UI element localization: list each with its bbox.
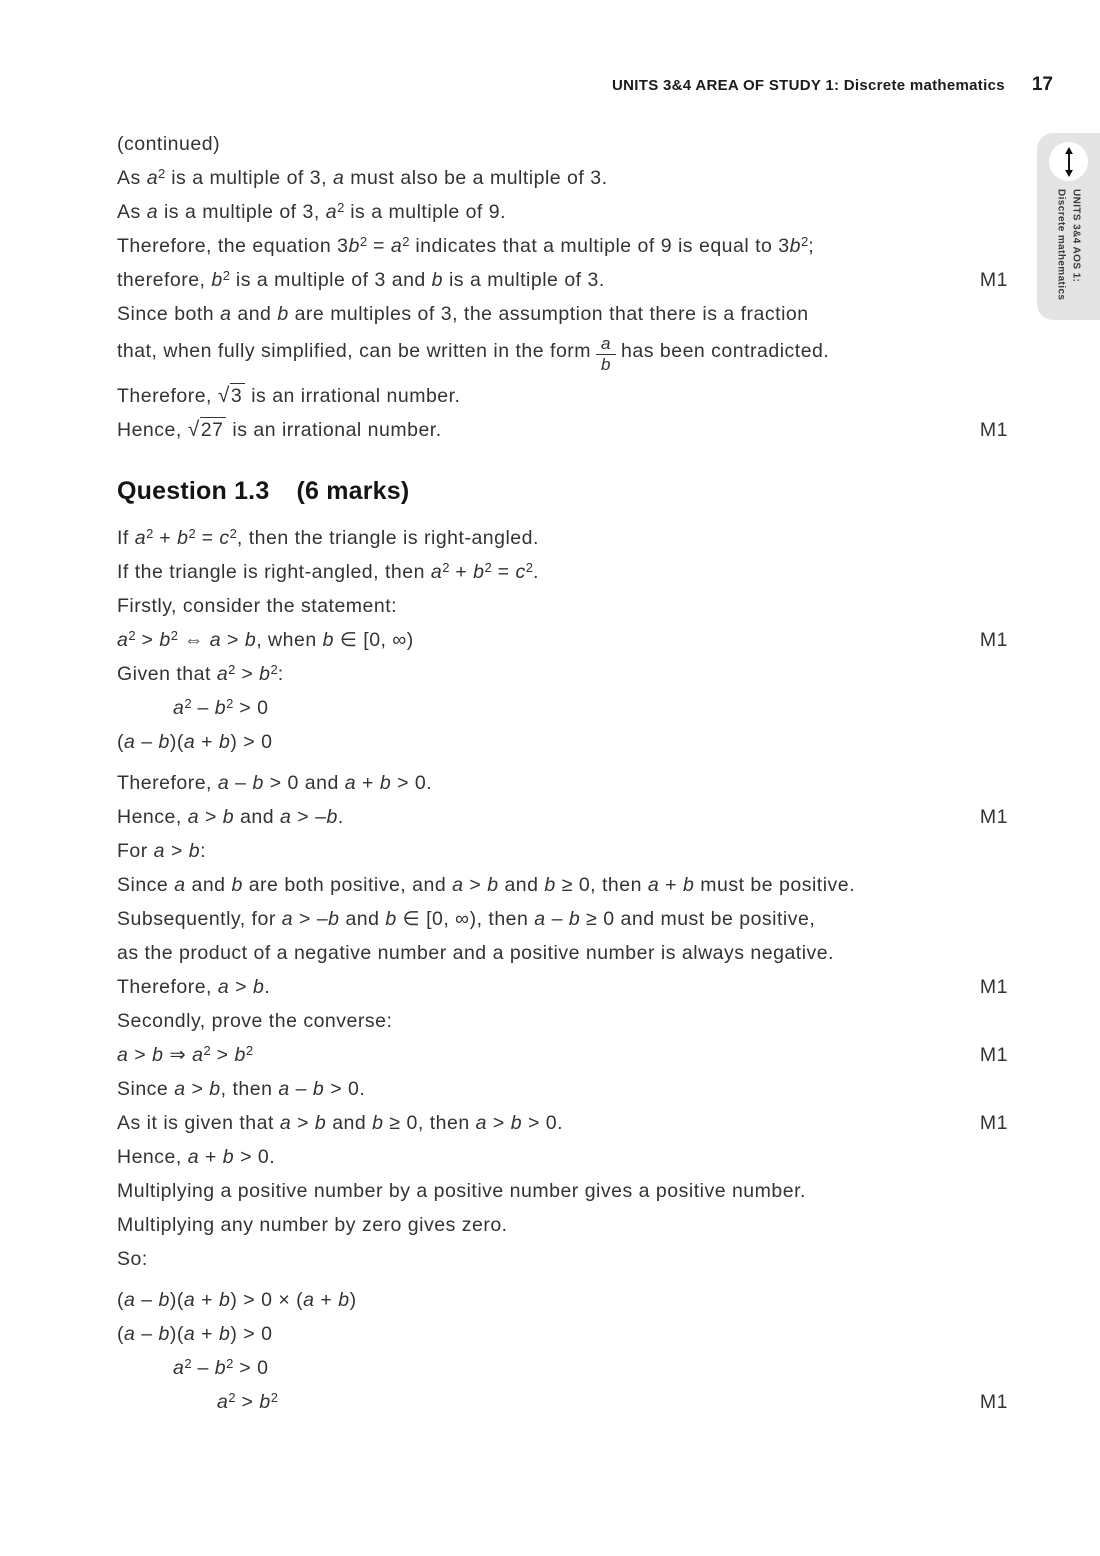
math-variable: b — [219, 1289, 231, 1312]
text-line — [117, 657, 1010, 691]
text: Since both — [117, 303, 221, 325]
text: as the product of a negative number and a positive number is always negative. — [117, 942, 835, 965]
tab-icon-circle — [1049, 142, 1088, 181]
text: (continued) — [117, 133, 221, 155]
text-line — [117, 936, 1010, 970]
math-variable: b — [252, 976, 265, 999]
text: Subsequently, for — [117, 908, 282, 931]
text: ∈ [0, ∞), then — [396, 908, 535, 931]
text-line — [117, 623, 1010, 657]
math-variable: b — [510, 1112, 523, 1135]
text: + — [153, 527, 178, 550]
text: + — [356, 772, 380, 795]
math-variable: a — [332, 167, 345, 189]
text-line — [117, 725, 1010, 759]
math-variable: b — [222, 806, 235, 829]
math-variable: b — [152, 1044, 164, 1067]
text: is a multiple of 3. — [443, 269, 605, 291]
radical-sign: √ — [217, 384, 230, 408]
math-variable: a — [303, 1289, 315, 1312]
math-variable: a — [279, 1112, 292, 1135]
superscript: 2 — [184, 695, 192, 711]
text: As — [117, 167, 147, 189]
text-line — [117, 413, 1010, 447]
math-variable: a — [325, 201, 338, 223]
radicand: 3 — [230, 383, 245, 407]
math-variable: b — [312, 1078, 325, 1101]
text: . — [532, 561, 539, 584]
superscript: 2 — [270, 1389, 278, 1405]
superscript: 2 — [146, 525, 154, 541]
superscript: 2 — [170, 627, 178, 643]
superscript: 2 — [402, 233, 410, 249]
text: > — [128, 1044, 153, 1067]
math-variable: a — [117, 629, 129, 652]
superscript: 2 — [337, 199, 345, 215]
math-variable: b — [328, 908, 340, 931]
math-variable: b — [211, 269, 223, 291]
math-variable: b — [385, 908, 397, 931]
text-line — [117, 1038, 1010, 1072]
question-heading — [117, 475, 1010, 507]
text-line — [117, 1385, 1010, 1419]
page-number: 17 — [1031, 74, 1053, 95]
text: is a multiple of 3, — [158, 201, 326, 223]
text: > 0. — [234, 1146, 276, 1169]
text: > — [135, 629, 160, 652]
text: is an irrational number. — [245, 385, 461, 408]
text: . — [264, 976, 271, 999]
superscript: 2 — [801, 233, 809, 249]
text: is a multiple of 9. — [344, 201, 507, 223]
math-variable: a — [183, 1323, 196, 1346]
text: > — [235, 1391, 260, 1414]
superscript: 2 — [359, 233, 368, 249]
mark-allocation-label: M1 — [979, 629, 1008, 652]
math-variable: b — [487, 874, 499, 897]
text: , then — [220, 1078, 279, 1101]
text: Since — [117, 874, 175, 897]
text: > — [291, 1112, 315, 1135]
text-line — [117, 1140, 1010, 1174]
fraction-denominator: b — [601, 355, 612, 374]
text: that, when fully simplified, can be written in the form — [117, 340, 592, 362]
text-line — [117, 229, 1010, 263]
text: + — [195, 1289, 219, 1312]
math-variable: a — [124, 1323, 136, 1346]
text: )( — [169, 731, 184, 754]
text: – — [135, 1289, 159, 1312]
math-variable: a — [153, 840, 166, 863]
text: and — [339, 908, 386, 931]
math-variable: a — [452, 874, 464, 897]
math-variable: a — [390, 235, 403, 257]
text: > — [221, 629, 245, 652]
question-title: Question 1.3 — [117, 477, 270, 506]
math-variable: b — [177, 527, 189, 550]
text: As — [117, 201, 147, 223]
text: ) > 0 × ( — [230, 1289, 304, 1312]
math-variable: a — [134, 527, 147, 550]
text: Hence, — [117, 419, 188, 442]
mark-allocation-label: M1 — [979, 1391, 1008, 1414]
text: is an irrational number. — [226, 419, 442, 442]
superscript: 2 — [128, 627, 136, 643]
math-variable: a — [647, 874, 660, 897]
tab-label-line1: UNITS 3&4 AOS 1: — [1070, 189, 1082, 283]
superscript: 2 — [158, 165, 166, 181]
math-variable: b — [322, 629, 334, 652]
text-line — [117, 331, 1010, 379]
text-line — [117, 521, 1010, 555]
text: – — [135, 1323, 159, 1346]
question-marks: (6 marks) — [296, 477, 410, 506]
math-variable: b — [244, 629, 257, 652]
text: > — [165, 840, 189, 863]
math-variable: b — [338, 1289, 350, 1312]
math-variable: a — [187, 1146, 200, 1169]
text: ( — [117, 731, 124, 754]
math-variable: a — [183, 1289, 196, 1312]
superscript: 2 — [245, 1042, 254, 1058]
text: > 0. — [522, 1112, 564, 1135]
math-variable: a — [209, 629, 222, 652]
text: and — [185, 874, 232, 897]
text-line — [117, 1174, 1010, 1208]
text: Multiplying any number by zero gives zero. — [117, 1214, 508, 1237]
math-variable: b — [222, 1146, 235, 1169]
math-variable: a — [344, 772, 357, 795]
text: Hence, — [117, 1146, 188, 1169]
tab-label-line2: Discrete mathematics — [1055, 189, 1067, 301]
superscript: 2 — [188, 525, 196, 541]
text: – — [135, 731, 159, 754]
text: > — [463, 874, 488, 897]
math-variable: b — [277, 303, 289, 325]
math-variable: b — [234, 1044, 246, 1067]
text: > — [185, 1078, 210, 1101]
mark-allocation-label: M1 — [979, 1044, 1008, 1067]
math-variable: b — [159, 629, 171, 652]
text: – — [545, 908, 569, 931]
sqrt-expression — [218, 385, 245, 407]
math-variable: b — [259, 663, 271, 686]
math-variable: b — [214, 697, 227, 720]
text: ≥ 0 and must be positive, — [580, 908, 816, 931]
text: and — [326, 1112, 373, 1135]
text-line — [117, 1242, 1010, 1276]
math-variable: a — [117, 1044, 129, 1067]
superscript: 2 — [525, 559, 533, 575]
text: So: — [117, 1248, 148, 1271]
superscript: 2 — [228, 661, 236, 677]
text-line — [117, 127, 1010, 161]
sqrt-expression — [188, 419, 227, 441]
math-variable: a — [217, 1391, 229, 1414]
text: ≥ 0, then — [555, 874, 648, 897]
text: > – — [291, 806, 327, 829]
tab-label — [1054, 189, 1084, 300]
math-variable: a — [124, 1289, 136, 1312]
text: therefore, — [117, 269, 212, 291]
math-variable: a — [217, 772, 230, 795]
math-variable: a — [174, 1078, 186, 1101]
text: Multiplying a positive number by a positive number gives a positive number. — [117, 1180, 806, 1203]
math-variable: c — [219, 527, 230, 550]
math-variable: a — [281, 908, 294, 931]
math-variable: b — [252, 772, 264, 795]
text: )( — [169, 1323, 184, 1346]
text: must be positive. — [694, 874, 856, 897]
superscript: 2 — [442, 559, 450, 575]
text-line — [117, 589, 1010, 623]
math-variable: b — [219, 731, 231, 754]
math-variable: b — [789, 235, 801, 257]
text-line — [117, 766, 1010, 800]
mark-allocation-label: M1 — [979, 1112, 1008, 1135]
up-down-arrow-icon — [1063, 147, 1075, 177]
text: must also be a multiple of 3. — [344, 167, 608, 189]
math-variable: a — [187, 806, 200, 829]
section-side-tab — [1037, 133, 1100, 320]
text: + — [195, 1323, 219, 1346]
text-line — [117, 970, 1010, 1004]
math-variable: a — [174, 874, 186, 897]
text: : — [200, 840, 207, 863]
text-line — [117, 1351, 1010, 1385]
text-line — [117, 1004, 1010, 1038]
text: ⇔ — [177, 629, 210, 652]
math-variable: a — [146, 167, 159, 189]
math-variable: b — [568, 908, 581, 931]
text-line — [117, 800, 1010, 834]
math-variable: a — [217, 976, 230, 999]
text: + — [659, 874, 683, 897]
text: Hence, — [117, 806, 188, 829]
math-variable: b — [231, 874, 243, 897]
text-line — [117, 902, 1010, 936]
text: is a multiple of 3 and — [229, 269, 432, 291]
math-variable: b — [544, 874, 556, 897]
fraction-numerator: a — [596, 335, 616, 355]
text: ) > 0 — [230, 1323, 273, 1346]
content — [117, 127, 1010, 1419]
math-variable: b — [214, 1357, 227, 1380]
text-line — [117, 379, 1010, 413]
text: > — [486, 1112, 511, 1135]
math-variable: a — [534, 908, 546, 931]
math-variable: b — [158, 1323, 170, 1346]
text: is a multiple of 3, — [165, 167, 333, 189]
text-line — [117, 195, 1010, 229]
math-variable: b — [259, 1391, 271, 1414]
page-header — [612, 74, 1053, 96]
header-title: UNITS 3&4 AREA OF STUDY 1: Discrete mathematics — [612, 77, 1005, 94]
text: – — [289, 1078, 313, 1101]
text: > 0 — [233, 697, 269, 720]
fraction — [596, 335, 616, 375]
text: ( — [117, 1289, 124, 1312]
text: = — [195, 527, 220, 550]
text: Firstly, consider the statement: — [117, 595, 398, 618]
text: , then the triangle is right-angled. — [236, 527, 539, 550]
text: + — [449, 561, 474, 584]
math-variable: a — [216, 663, 229, 686]
text: = — [367, 235, 391, 257]
text: ∈ [0, ∞) — [333, 629, 414, 652]
math-variable: a — [192, 1044, 204, 1067]
text: : — [277, 663, 284, 686]
text-line — [117, 263, 1010, 297]
text-line — [117, 834, 1010, 868]
text-line — [117, 691, 1010, 725]
text: + — [314, 1289, 339, 1312]
math-variable: b — [431, 269, 444, 291]
radicand: 27 — [200, 417, 227, 441]
text-line — [117, 555, 1010, 589]
text: Therefore, the equation 3 — [117, 235, 349, 257]
math-variable: b — [158, 731, 170, 754]
mark-allocation-label: M1 — [979, 269, 1008, 291]
math-variable: a — [183, 731, 196, 754]
math-variable: c — [515, 561, 526, 584]
superscript: 2 — [226, 1355, 234, 1371]
math-variable: b — [209, 1078, 221, 1101]
math-variable: a — [430, 561, 443, 584]
superscript: 2 — [229, 525, 237, 541]
text: )( — [169, 1289, 184, 1312]
text: + — [199, 1146, 223, 1169]
math-variable: b — [372, 1112, 384, 1135]
math-variable: b — [473, 561, 485, 584]
text: ) — [349, 1289, 357, 1312]
text-line — [117, 1283, 1010, 1317]
mark-allocation-label: M1 — [979, 976, 1008, 999]
math-variable: b — [314, 1112, 327, 1135]
text: Therefore, — [117, 976, 218, 999]
text: ⇒ — [163, 1044, 193, 1067]
math-variable: a — [146, 201, 159, 223]
mark-allocation-label: M1 — [979, 806, 1008, 829]
math-variable: a — [173, 1357, 185, 1380]
superscript: 2 — [270, 661, 278, 677]
text: + — [195, 731, 219, 754]
radical-sign: √ — [187, 418, 200, 442]
text-line — [117, 1208, 1010, 1242]
text-line — [117, 1072, 1010, 1106]
superscript: 2 — [226, 695, 234, 711]
math-variable: b — [188, 840, 201, 863]
text: ≥ 0, then — [383, 1112, 476, 1135]
text: > — [199, 806, 223, 829]
text: Therefore, — [117, 772, 218, 795]
text: > 0 and — [263, 772, 345, 795]
text-line — [117, 297, 1010, 331]
text: For — [117, 840, 154, 863]
text: , when — [256, 629, 323, 652]
text: indicates that a multiple of 9 is equal to 3 — [409, 235, 790, 257]
text: > 0. — [324, 1078, 366, 1101]
superscript: 2 — [203, 1042, 211, 1058]
text: ( — [117, 1323, 124, 1346]
text: > — [210, 1044, 235, 1067]
text: = — [491, 561, 516, 584]
text: are both positive, and — [242, 874, 453, 897]
text: > — [235, 663, 260, 686]
text: and — [234, 806, 281, 829]
math-variable: b — [219, 1323, 231, 1346]
text-line — [117, 1317, 1010, 1351]
text: and — [231, 303, 278, 325]
text: If — [117, 527, 135, 550]
math-variable: b — [348, 235, 360, 257]
text: Since — [117, 1078, 175, 1101]
text: are multiples of 3, the assumption that there is a fraction — [288, 303, 809, 325]
text: – — [191, 1357, 215, 1380]
text: Secondly, prove the converse: — [117, 1010, 393, 1033]
math-variable: a — [278, 1078, 290, 1101]
text: > — [229, 976, 253, 999]
superscript: 2 — [222, 267, 230, 283]
text-line — [117, 1106, 1010, 1140]
text: As it is given that — [117, 1112, 280, 1135]
text: > 0 — [233, 1357, 269, 1380]
math-variable: a — [280, 806, 292, 829]
text: – — [191, 697, 215, 720]
math-variable: a — [220, 303, 232, 325]
text: ) > 0 — [230, 731, 273, 754]
text-line — [117, 161, 1010, 195]
text-line — [117, 868, 1010, 902]
superscript: 2 — [184, 1355, 192, 1371]
math-variable: b — [326, 806, 338, 829]
math-variable: a — [173, 697, 185, 720]
text: If the triangle is right-angled, then — [117, 561, 431, 584]
math-variable: a — [124, 731, 136, 754]
text: . — [337, 806, 344, 829]
math-variable: a — [475, 1112, 487, 1135]
superscript: 2 — [228, 1389, 236, 1405]
text: > – — [293, 908, 329, 931]
text: has been contradicted. — [621, 340, 830, 362]
text: Given that — [117, 663, 217, 686]
text: Therefore, — [117, 385, 218, 408]
math-variable: b — [682, 874, 695, 897]
math-variable: b — [158, 1289, 170, 1312]
mark-allocation-label: M1 — [979, 419, 1008, 442]
superscript: 2 — [484, 559, 492, 575]
text: ; — [808, 235, 815, 257]
text: > 0. — [391, 772, 433, 795]
text: and — [498, 874, 545, 897]
text: – — [229, 772, 253, 795]
math-variable: b — [379, 772, 392, 795]
